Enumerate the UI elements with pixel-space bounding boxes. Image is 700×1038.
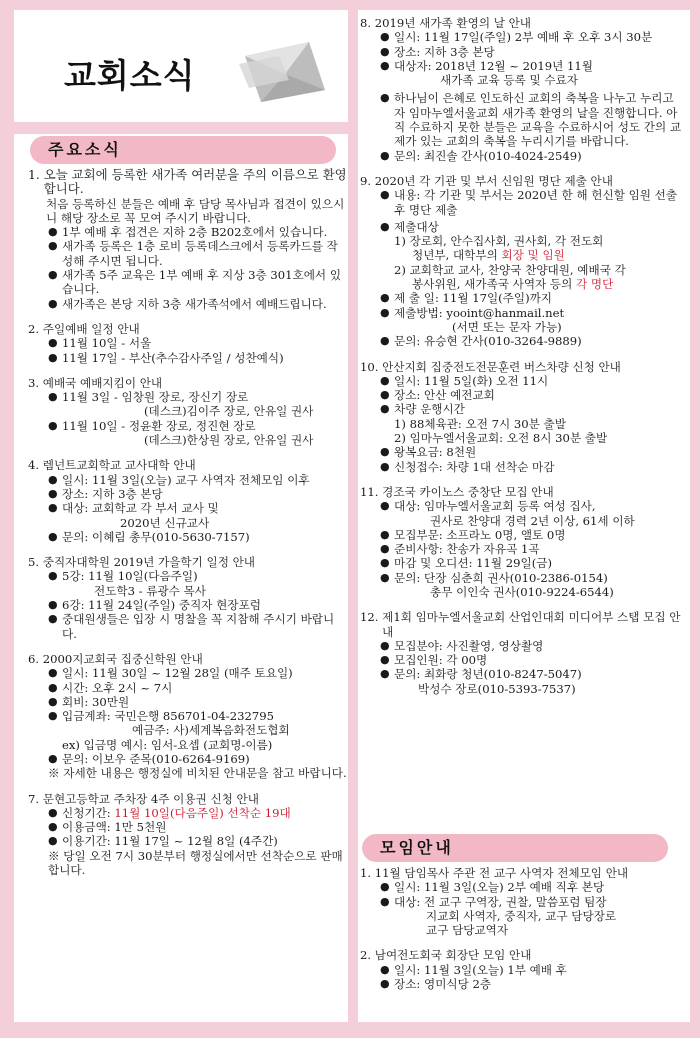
news-title: 중직자대학원 2019년 가을학기 일정 안내: [42, 555, 255, 570]
sub-item: 1) 장로회, 안수집사회, 권사회, 각 전도회: [394, 234, 604, 249]
sub-item: 봉사위원, 새가족국 사역자 등의 각 명단: [412, 277, 614, 292]
list-item: ● 장소: 지하 3층 본당: [380, 45, 684, 59]
list-item: ● 모집인원: 각 00명: [380, 653, 684, 667]
news-item-12: 12. 제1회 임마누엘서울교회 산업인대회 미디어부 스탭 모집 안내 ● 모집분야: 사진촬영, 영상촬영 ● 모집인원: 각 00명 ● 문의: 최화랑 청년(010-8247-5047) 박성수 장로(010-5393-7537): [360, 610, 684, 696]
meeting-item-2: 2. 남여전도회국 회장단 모임 안내 ● 일시: 11월 3일(오늘) 1부 예배 후 ● 장소: 영미식당 2층: [360, 948, 684, 991]
right-column: [360, 16, 684, 707]
news-title: 2000지교회국 집중신학원 안내: [42, 651, 203, 666]
sub-item: 청년부, 대학부의 회장 및 임원: [412, 248, 565, 263]
list-item: ● 회비: 30만원: [48, 695, 348, 709]
news-item-7: 7. 문현고등학교 주차장 4주 이용권 신청 안내 ● 신청기간: 11월 10일(다음주일) 선착순 19대 ● 이용금액: 1만 5천원 ● 이용기간: 11월 17일 ~ 12월 8일 (4주간) ※ 당일 오전 7시 30분부터 행정실에서만 선착순으로 판매합니다.: [28, 792, 348, 878]
list-item: ● 입금계좌: 국민은행 856701-04-232795: [48, 709, 348, 723]
list-item: ● 새가족은 본당 지하 3층 새가족석에서 예배드립니다.: [48, 297, 348, 311]
bullet-list: [360, 188, 684, 348]
list-item: ● 6강: 11월 24일(주일) 중직자 현장포럼: [48, 598, 348, 612]
list-item: ● 일시: 11월 17일(주일) 2부 예배 후 오후 3시 30분: [380, 30, 684, 44]
news-item-9: 9. 2020년 각 기관 및 부서 신임원 명단 제출 안내 ● 내용: 각 기관 및 부서는 2020년 한 해 헌신할 임원 선출 후 명단 제출 ● 제출대상 1) 장로회, 안수집사회, 권사회, 각 전도회 청년부, 대학부의 회장 및 임원 2) 교회학교 교사, 찬양국 찬양대원, 예배국 각 봉사위원, 새가족국 사역자 등의 각 명단 ● 제 출 일: 11월 17일(주일)까지 ● 제출방법: yooint@hanmail.net (서면 또는 문자 가능) ● 문의: 유승현 간사(010-3264-9889): [360, 174, 684, 349]
list-item-continuation: (데스크)김이주 장로, 안유일 권사: [144, 404, 314, 419]
left-column: [28, 168, 348, 888]
list-item-continuation: 2020년 신규교사: [120, 515, 210, 530]
list-item: ● 일시: 11월 3일(오늘) 1부 예배 후: [380, 963, 684, 977]
news-item-2: 2. 주일예배 일정 안내 ● 11월 10일 - 서울 ● 11월 17일 - 부산(추수감사주일 / 성찬예식): [28, 322, 348, 365]
list-item: ● 중대원생들은 입장 시 명찰을 꼭 지참해 주시기 바랍니다.: [48, 612, 348, 641]
list-item: ● 신청기간: 11월 10일(다음주일) 선착순 19대: [48, 806, 348, 820]
list-item: ● 제출대상: [380, 220, 684, 234]
sub-item: 2) 교회학교 교사, 찬양국 찬양대원, 예배국 각: [394, 262, 626, 277]
list-item: ● 장소: 안산 예전교회: [380, 388, 684, 402]
list-item-continuation: 예금주: 사)세계복음화전도협회: [132, 723, 290, 738]
list-item: ● 마감 및 오디션: 11월 29일(금): [380, 556, 684, 570]
list-item: ● 5강: 11월 10일(다음주일): [48, 569, 348, 583]
list-item: ● 일시: 11월 30일 ~ 12월 28일 (매주 토요일): [48, 666, 348, 680]
list-item: ● 새가족 5주 교육은 1부 예배 후 지상 3층 301호에서 있습니다.: [48, 268, 348, 297]
list-item: ● 장소: 지하 3층 본당: [48, 487, 348, 501]
bullet-list: [28, 390, 348, 447]
meeting-title: 11월 담임목사 주관 전 교구 사역자 전체모임 안내: [374, 866, 629, 880]
news-item-1: 1. 오늘 교회에 등록한 새가족 여러분을 주의 이름으로 환영합니다. 처음 등록하신 분들은 예배 후 담당 목사님과 접견이 있으시니 해당 장소로 꼭 모여 주시기 바랍니다. ● 1부 예배 후 접견은 지하 2층 B202호에서 있습니다. ● 새가족 등록은 1층 로비 등록데스크에서 등록카드를 작성해 주시면 됩니다. ● 새가족 5주 교육은 1부 예배 후 지상 3층 301호에서 있습니다. ● 새가족은 본당 지하 3층 새가족석에서 예배드립니다.: [28, 168, 348, 311]
list-item: ● 11월 17일 - 부산(추수감사주일 / 성찬예식): [48, 351, 348, 365]
highlight-text: 11월 10일(다음주일) 선착순 19대: [114, 805, 291, 820]
list-item: ● 제 출 일: 11월 17일(주일)까지: [380, 291, 684, 305]
bullet-list: [360, 963, 684, 992]
bullet-list: [28, 666, 348, 766]
bullet-list: [360, 639, 684, 696]
news-title: 제1회 임마누엘서울교회 산업인대회 미디어부 스탭 모집 안내: [382, 610, 681, 639]
section-header-meetings: 모임안내: [362, 834, 668, 862]
list-item: ● 왕복요금: 8천원: [380, 445, 684, 459]
sub-list: [380, 234, 684, 291]
list-item-continuation: 새가족 교육 등록 및 수료자: [440, 73, 578, 88]
list-item-continuation: 전도학3 - 류광수 목사: [94, 583, 206, 598]
list-item: ● 문의: 이혜림 총무(010-5630-7157): [48, 530, 348, 544]
list-item: ● 이용금액: 1만 5천원: [48, 820, 348, 834]
meeting-title: 남여전도회국 회장단 모임 안내: [374, 948, 532, 963]
list-item-continuation: (서면 또는 문자 가능): [452, 319, 562, 334]
list-item: ● 11월 10일 - 정윤환 장로, 정진현 장로: [48, 419, 348, 433]
news-item-10: 10. 안산지회 집중전도전문훈련 버스차량 신청 안내 ● 일시: 11월 5일(화) 오전 11시 ● 장소: 안산 예전교회 ● 차량 운행시간 1) 88체육관: 오전 7시 30분 출발 2) 임마누엘서울교회: 오전 8시 30분 출발 ● 왕복요금: 8천원 ● 신청접수: 차량 1대 선착순 마감: [360, 360, 684, 474]
highlight-text: 회장 및 임원: [501, 248, 565, 263]
list-item: ● 이용기간: 11월 17일 ~ 12월 8일 (4주간): [48, 834, 348, 848]
bullet-list: [28, 569, 348, 640]
list-item: ● 준비사항: 찬송가 자유곡 1곡: [380, 542, 684, 556]
list-item: ● 문의: 이보우 준목(010-6264-9169): [48, 752, 348, 766]
news-body: 처음 등록하신 분들은 예배 후 담당 목사님과 접견이 있으시니 해당 장소로 꼭 모여 주시기 바랍니다.: [46, 196, 345, 225]
list-item: ● 문의: 최화랑 청년(010-8247-5047): [380, 667, 684, 681]
news-title: 2019년 새가족 환영의 날 안내: [374, 16, 531, 30]
sub-item: 1) 88체육관: 오전 7시 30분 출발: [394, 416, 566, 431]
note-text: ※ 당일 오전 7시 30분부터 행정실에서만 선착순으로 판매합니다.: [48, 848, 343, 878]
meetings-column: [360, 866, 684, 1002]
title-band: [14, 122, 348, 134]
section-header-main-news: 주요소식: [30, 136, 336, 164]
news-title: 주일예배 일정 안내: [42, 321, 140, 336]
list-item: ● 새가족 등록은 1층 로비 등록데스크에서 등록카드를 작성해 주시면 됩니다.: [48, 239, 348, 268]
news-item-8: 8. 2019년 새가족 환영의 날 안내 ● 일시: 11월 17일(주일) 2부 예배 후 오후 3시 30분 ● 장소: 지하 3층 본당 ● 대상자: 2018년 12월 ~ 2019년 11월 새가족 교육 등록 및 수료자 ● 하나님이 은혜로 인도하신 교회의 축복을 나누고 누리고자 임마누엘서울교회 새가족 환영의 날을 진행합니다. 아직 수료하지 못한 분들은 교육을 수료하시어 성도 간의 교제가 있는 교회의 축복을 누리시기를 바랍니다. ● 문의: 최진솔 간사(010-4024-2549): [360, 16, 684, 163]
list-item: ● 11월 3일 - 임창원 장로, 장신기 장로: [48, 390, 348, 404]
sub-list: [380, 417, 684, 446]
news-title: 렘넌트교회학교 교사대학 안내: [42, 458, 196, 473]
bullet-list: [360, 374, 684, 474]
news-title: 2020년 각 기관 및 부서 신임원 명단 제출 안내: [374, 173, 613, 188]
bullet-list: [360, 880, 684, 937]
list-item: ● 1부 예배 후 접견은 지하 2층 B202호에서 있습니다.: [48, 225, 348, 239]
list-item: ● 일시: 11월 5일(화) 오전 11시: [380, 374, 684, 388]
list-item: ● 대상: 교회학교 각 부서 교사 및: [48, 501, 348, 515]
news-item-6: 6. 2000지교회국 집중신학원 안내 ● 일시: 11월 30일 ~ 12월 28일 (매주 토요일) ● 시간: 오후 2시 ~ 7시 ● 회비: 30만원 ● 입금계좌: 국민은행 856701-04-232795 예금주: 사)세계복음화전도협회 ex) 입금명 예시: 임서-요셉 (교회명-이름) ● 문의: 이보우 준목(010-6264-9169) ※ 자세한 내용은 행정실에 비치된 안내문을 참고 바랍니다.: [28, 652, 348, 781]
page-title: 교회소식: [64, 56, 196, 95]
highlight-text: 각 명단: [576, 277, 614, 292]
news-title: 경조국 카이노스 중창단 모집 안내: [382, 484, 554, 499]
meeting-item-1: 1. 11월 담임목사 주관 전 교구 사역자 전체모임 안내 ● 일시: 11월 3일(오늘) 2부 예배 직후 본당 ● 대상: 전 교구 구역장, 권찰, 말씀포럼 팀장 지교회 사역자, 중직자, 교구 담당장로 교구 담당교역자: [360, 866, 684, 937]
list-item-continuation: 권사로 찬양대 경력 2년 이상, 61세 이하: [430, 513, 635, 528]
list-item: ● 문의: 유승현 간사(010-3264-9889): [380, 334, 684, 348]
sub-item: 2) 임마누엘서울교회: 오전 8시 30분 출발: [394, 431, 608, 446]
note-text: ※ 자세한 내용은 행정실에 비치된 안내문을 참고 바랍니다.: [48, 766, 347, 781]
list-item: ● 모집부문: 소프라노 0명, 앨토 0명: [380, 528, 684, 542]
bullet-list: [28, 473, 348, 544]
list-item: ● 문의: 최진솔 간사(010-4024-2549): [380, 149, 684, 163]
news-title: 문현고등학교 주차장 4주 이용권 신청 안내: [42, 791, 259, 806]
list-item: ● 문의: 단장 심춘희 권사(010-2386-0154): [380, 571, 684, 585]
list-item: ● 대상자: 2018년 12월 ~ 2019년 11월: [380, 59, 684, 73]
list-item: ● 신청접수: 차량 1대 선착순 마감: [380, 460, 684, 474]
envelope-icon: [239, 34, 331, 106]
news-title: 예배국 예배지킴이 안내: [42, 375, 163, 390]
list-item: ● 내용: 각 기관 및 부서는 2020년 한 해 헌신할 임원 선출 후 명단 제출: [380, 188, 684, 217]
list-item: ● 11월 10일 - 서울: [48, 336, 348, 350]
list-item-continuation: 총무 이인숙 권사(010-9224-6544): [430, 584, 614, 599]
bullet-list: [28, 336, 348, 365]
news-title: 오늘 교회에 등록한 새가족 여러분을 주의 이름으로 환영합니다.: [43, 167, 347, 197]
list-item: ● 대상: 임마누엘서울교회 등록 여성 집사,: [380, 499, 684, 513]
list-item-continuation: 교구 담당교역자: [426, 923, 509, 938]
list-item: ● 차량 운행시간: [380, 402, 684, 416]
list-item: ● 대상: 전 교구 구역장, 권찰, 말씀포럼 팀장: [380, 895, 684, 909]
news-title: 안산지회 집중전도전문훈련 버스차량 신청 안내: [382, 359, 621, 374]
news-item-3: 3. 예배국 예배지킴이 안내 ● 11월 3일 - 임창원 장로, 장신기 장로 (데스크)김이주 장로, 안유일 권사 ● 11월 10일 - 정윤환 장로, 정진현 장로 (데스크)한상원 장로, 안유일 권사: [28, 376, 348, 447]
list-item-continuation: ex) 입금명 예시: 임서-요셉 (교회명-이름): [62, 737, 273, 752]
bullet-list: [360, 499, 684, 599]
news-item-4: 4. 렘넌트교회학교 교사대학 안내 ● 일시: 11월 3일(오늘) 교구 사역자 전체모임 이후 ● 장소: 지하 3층 본당 ● 대상: 교회학교 각 부서 교사 및 2020년 신규교사 ● 문의: 이혜림 총무(010-5630-7157): [28, 458, 348, 544]
list-item: ● 일시: 11월 3일(오늘) 교구 사역자 전체모임 이후: [48, 473, 348, 487]
title-block: [14, 10, 348, 122]
list-item: ● 모집분야: 사진촬영, 영상촬영: [380, 639, 684, 653]
list-item-continuation: (데스크)한상원 장로, 안유일 권사: [144, 433, 314, 448]
news-item-11: 11. 경조국 카이노스 중창단 모집 안내 ● 대상: 임마누엘서울교회 등록 여성 집사, 권사로 찬양대 경력 2년 이상, 61세 이하 ● 모집부문: 소프라노 0명, 앨토 0명 ● 준비사항: 찬송가 자유곡 1곡 ● 마감 및 오디션: 11월 29일(금) ● 문의: 단장 심춘희 권사(010-2386-0154) 총무 이인숙 권사(010-9224-6544): [360, 485, 684, 599]
column-divider: [348, 10, 358, 1022]
list-item: ● 장소: 영미식당 2층: [380, 977, 684, 991]
list-item: ● 제출방법: yooint@hanmail.net: [380, 306, 684, 320]
list-item: ● 일시: 11월 3일(오늘) 2부 예배 직후 본당: [380, 880, 684, 894]
list-item: ● 시간: 오후 2시 ~ 7시: [48, 681, 348, 695]
list-item: ● 하나님이 은혜로 인도하신 교회의 축복을 나누고 누리고자 임마누엘서울교회 새가족 환영의 날을 진행합니다. 아직 수료하지 못한 분들은 교육을 수료하시어 성도 간의 교제가 있는 교회의 축복을 누리시기를 바랍니다.: [380, 91, 684, 148]
list-item-continuation: 지교회 사역자, 중직자, 교구 담당장로: [426, 908, 617, 923]
news-item-5: 5. 중직자대학원 2019년 가을학기 일정 안내 ● 5강: 11월 10일(다음주일) 전도학3 - 류광수 목사 ● 6강: 11월 24일(주일) 중직자 현장포럼 ● 중대원생들은 입장 시 명찰을 꼭 지참해 주시기 바랍니다.: [28, 555, 348, 641]
bullet-list: [28, 806, 348, 849]
list-item-continuation: 박성수 장로(010-5393-7537): [418, 681, 576, 696]
bullet-list: [28, 225, 348, 311]
bullet-list: [360, 30, 684, 163]
